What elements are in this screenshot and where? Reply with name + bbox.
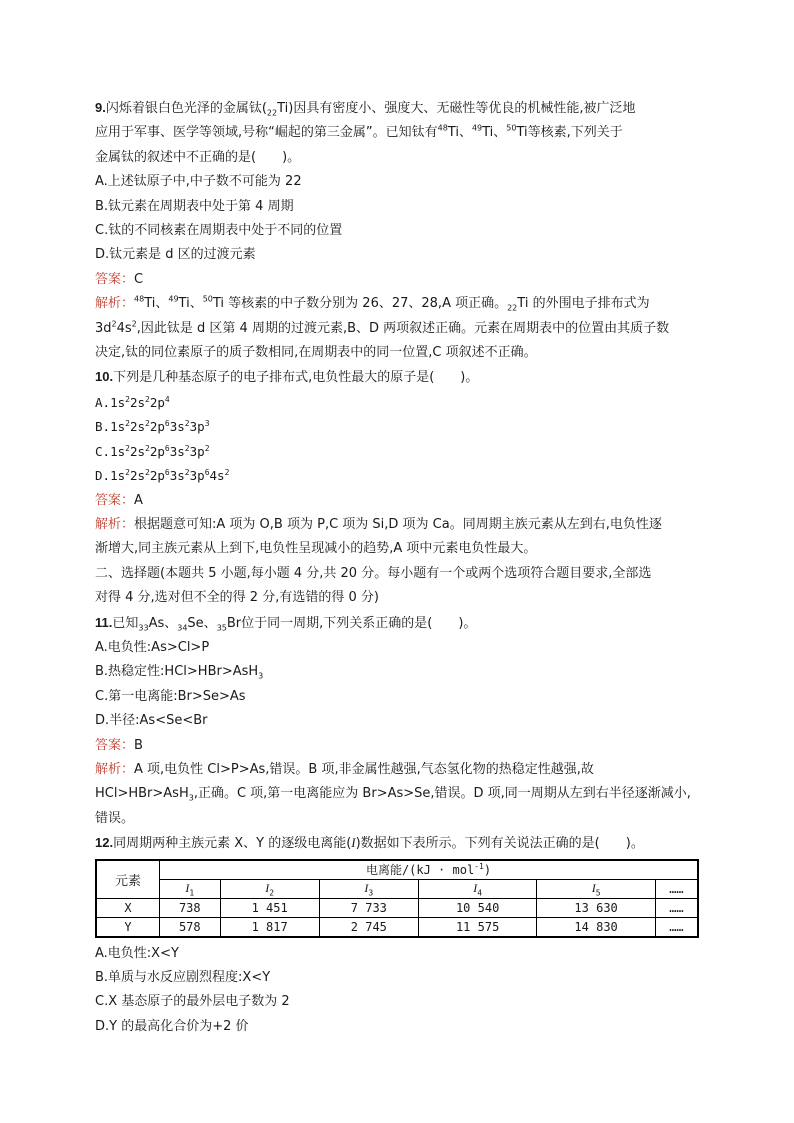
q10-explanation-line-2: 渐增大,同主族元素从上到下,电负性呈现减小的趋势,A 项中元素电负性最大。 bbox=[95, 541, 537, 557]
table-cell: …… bbox=[655, 917, 698, 937]
q12-number: 12. bbox=[95, 835, 114, 851]
table-subheader-row bbox=[96, 879, 698, 898]
table-cell: …… bbox=[655, 898, 698, 917]
ionization-energy-table bbox=[95, 859, 699, 938]
q11-option-d: D.半径:As<Se<Br bbox=[95, 713, 208, 729]
q11-explanation-line-1: 解析：A 项,电负性 Cl>P>As,错误。B 项,非金属性越强,气态氢化物的热稳定性越强,故 bbox=[95, 761, 594, 777]
q9-stem-line-3: 金属钛的叙述中不正确的是( )。 bbox=[95, 149, 301, 165]
q10-option-b: $B.1s^22s^22p^63s^23p^3$ bbox=[95, 419, 210, 435]
q12-option-b: B.单质与水反应剧烈程度:X<Y bbox=[95, 970, 271, 985]
q12-stem: 12.同周期两种主族元素 X、Y 的逐级电离能(I)数据如下表所示。下列有关说法正确的是( )。 bbox=[95, 835, 644, 852]
section-heading-line-2: 对得 4 分,选对但不全的得 2 分,有选错的得 0 分) bbox=[95, 590, 379, 606]
section-heading-line-1: 二、选择题(本题共 5 小题,每小题 4 分,共 20 分。每小题有一个或两个选项符合题目要求,全部选 bbox=[95, 565, 652, 581]
q12-option-d: D.Y 的最高化合价为+2 价 bbox=[95, 1018, 249, 1034]
q11-option-c: C.第一电离能:Br>Se>As bbox=[95, 688, 246, 704]
table-cell: 1 451 bbox=[220, 898, 319, 917]
q9-option-d: D.钛元素是 d 区的过渡元素 bbox=[95, 247, 256, 263]
subheader-i2: $I_2$ bbox=[220, 879, 319, 898]
table-cell: 11 575 bbox=[418, 917, 536, 937]
table-cell: 7 733 bbox=[319, 898, 418, 917]
subheader-i1: $I_1$ bbox=[160, 879, 221, 898]
q9-option-b: B.钛元素在周期表中处于第 4 周期 bbox=[95, 198, 294, 214]
q9-answer: 答案：C bbox=[95, 271, 144, 287]
row-element: Y bbox=[96, 917, 160, 937]
q9-number: 9. bbox=[95, 100, 106, 115]
q9-option-c: C.钛的不同核素在周期表中处于不同的位置 bbox=[95, 223, 343, 239]
q11-explanation-line-3: 错误。 bbox=[95, 810, 135, 826]
q10-option-c: $C.1s^22s^22p^63s^23p^2$ bbox=[95, 443, 210, 459]
explanation-label: 解析： bbox=[95, 516, 135, 532]
row-element: X bbox=[96, 898, 160, 917]
q9-explanation-line-3: 决定,钛的同位素原子的质子数相同,在周期表中的同一位置,C 项叙述不正确。 bbox=[95, 345, 537, 361]
exam-page bbox=[95, 96, 699, 1039]
table-cell: 14 830 bbox=[537, 917, 655, 937]
answer-label: 答案： bbox=[95, 271, 135, 287]
q11-option-b: B.热稳定性:HCl>HBr>AsH$_3$ bbox=[95, 664, 264, 681]
q9-option-a: A.上述钛原子中,中子数不可能为 22 bbox=[95, 174, 302, 190]
q12-option-a: A.电负性:X<Y bbox=[95, 945, 179, 961]
table-cell: 578 bbox=[160, 917, 221, 937]
table-cell: 10 540 bbox=[418, 898, 536, 917]
table-row bbox=[96, 917, 698, 937]
q11-answer: 答案：B bbox=[95, 737, 143, 753]
subheader-ellipsis: …… bbox=[655, 879, 698, 898]
table-cell: 738 bbox=[160, 898, 221, 917]
q10-number: 10. bbox=[95, 369, 114, 385]
q9-explanation-line-2: $3d^24s^2$,因此钛是 d 区第 4 周期的过渡元素,B、D 两项叙述正确。元素在周期表中的位置由其质子数 bbox=[95, 319, 670, 336]
table-row bbox=[96, 898, 698, 917]
q11-explanation-line-2: HCl>HBr>AsH$_3$,正确。C 项,第一电离能应为 Br>As>Se,错误。D 项,同一周期从左到右半径逐渐减小, bbox=[95, 786, 691, 803]
q9-stem-line-1: 9.闪烁着银白色光泽的金属钛$(_{22}Ti)$因具有密度小、强度大、无磁性等优良的机械性能,被广泛地 bbox=[95, 100, 636, 118]
explanation-label: 解析： bbox=[95, 296, 135, 312]
q12-option-c: C.X 基态原子的最外层电子数为 2 bbox=[95, 994, 290, 1010]
q10-option-a: $A.1s^22s^22p^4$ bbox=[95, 394, 170, 410]
q10-answer: 答案：A bbox=[95, 492, 143, 508]
subheader-i5: $I_5$ bbox=[537, 879, 655, 898]
q11-stem: 11.已知$_{33}$As、$_{34}$Se、$_{35}$Br位于同一周期,下列关系正确的是( )。 bbox=[95, 614, 477, 633]
table-cell: 13 630 bbox=[537, 898, 655, 917]
q9-stem-line-2: 应用于军事、医学等领域,号称“崛起的第三金属”。已知钛有$^{48}$Ti、$^{49}$Ti、$^{50}$Ti等核素,下列关于 bbox=[95, 124, 623, 141]
table-cell: 1 817 bbox=[220, 917, 319, 937]
energy-header: 电离能/(kJ · mol$^{-1}$) bbox=[160, 860, 699, 880]
explanation-label: 解析： bbox=[95, 761, 135, 777]
answer-label: 答案： bbox=[95, 737, 135, 753]
q11-number: 11. bbox=[95, 614, 113, 630]
q10-stem: 10.下列是几种基态原子的电子排布式,电负性最大的原子是( )。 bbox=[95, 369, 479, 386]
q11-option-a: A.电负性:As>Cl>P bbox=[95, 639, 210, 655]
subheader-i4: $I_4$ bbox=[418, 879, 536, 898]
q10-option-d: $D.1s^22s^22p^63s^23p^64s^2$ bbox=[95, 467, 230, 484]
subheader-i3: $I_3$ bbox=[319, 879, 418, 898]
table-header-row bbox=[96, 860, 698, 880]
q10-explanation-line-1: 解析：根据题意可知:A 项为 O,B 项为 P,C 项为 Si,D 项为 Ca。同周期主族元素从左到右,电负性逐 bbox=[95, 516, 662, 532]
element-header: 元素 bbox=[96, 860, 160, 899]
table-cell: 2 745 bbox=[319, 917, 418, 937]
q9-explanation-line-1: 解析：$^{48}$Ti、$^{49}$Ti、$^{50}$Ti 等核素的中子数分别为 26、27、28,A 项正确。$_{22}$Ti 的外围电子排布式为 bbox=[95, 294, 650, 313]
answer-label: 答案： bbox=[95, 492, 135, 508]
